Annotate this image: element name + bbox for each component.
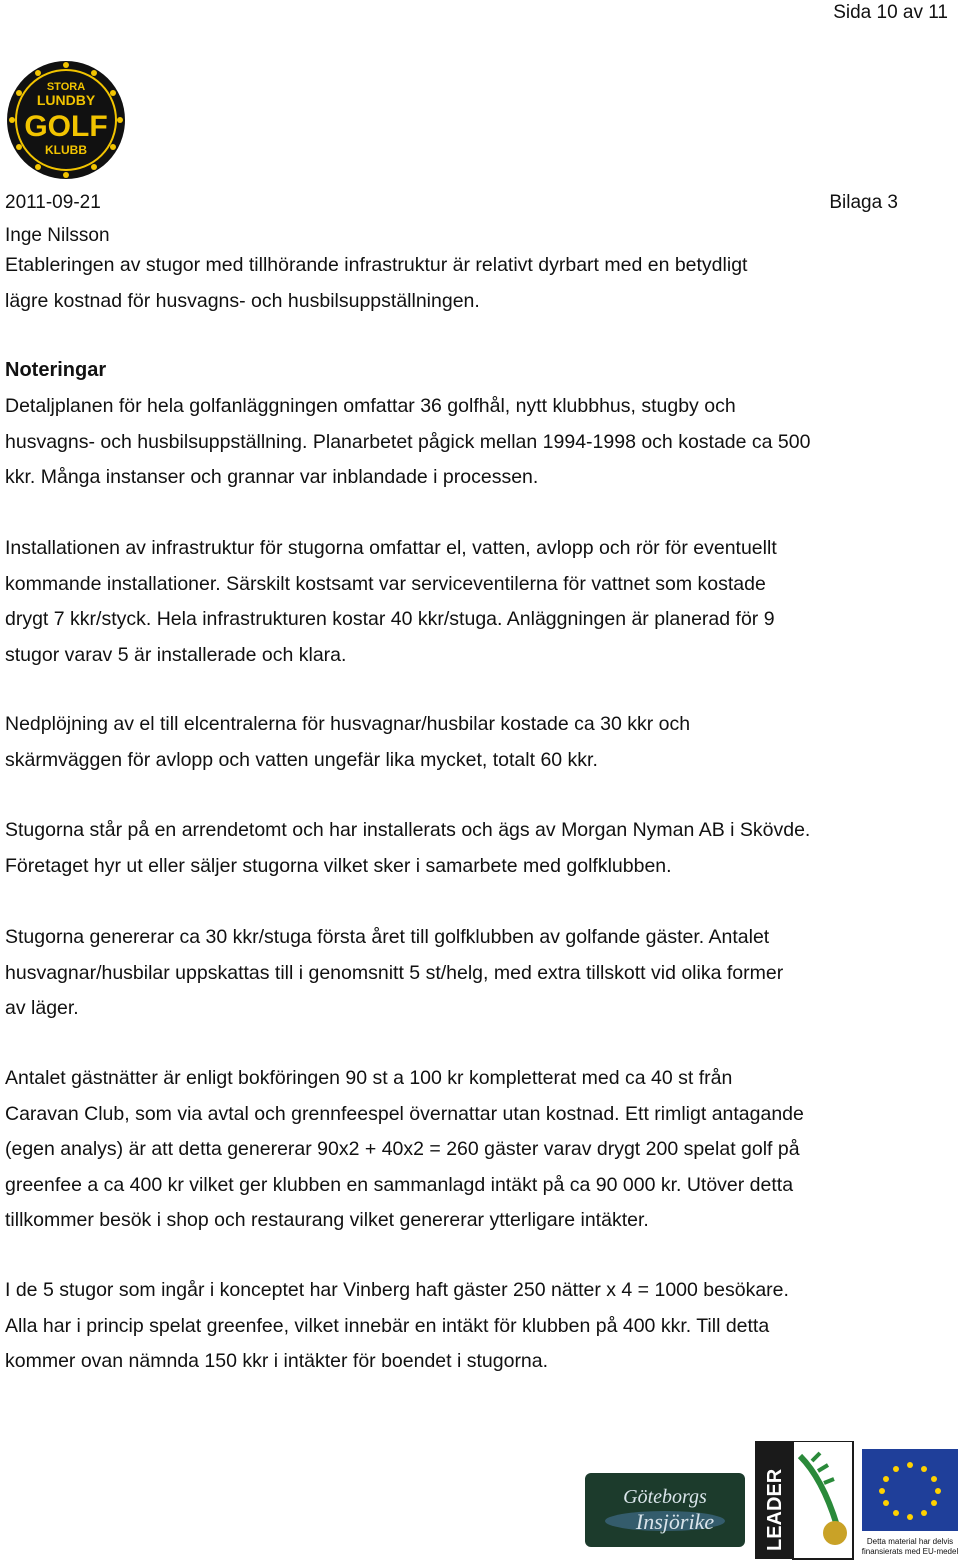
paragraph-electrical: Nedplöjning av el till elcentralerna för husvagnar/husbilar kostade ca 30 kkr och skärmväggen för avlopp och vatten ungefär lika mycket, totalt 60 kkr. xyxy=(5,713,691,771)
notes-heading: Noteringar xyxy=(5,359,107,381)
paragraph-detailed-plan: Detaljplanen för hela golfanläggningen omfattar 36 golfhål, nytt klubbhus, stugby och husvagns- och husbilsuppställning. Planarbetet pågick mellan 1994-1998 och kostade ca 500 kkr. Många instanser och grannar var inblandade i processen. xyxy=(5,395,811,488)
logo-text-stora: STORA xyxy=(46,81,86,93)
leader-logo xyxy=(755,1441,853,1559)
paragraph-infrastructure: Installationen av infrastruktur för stugorna omfattar el, vatten, avlopp och rör för eventuellt kommande installationer. Särskilt kostsamt var serviceventilerna för vattnet som kostade drygt 7 kkr/styck. Hela infrastrukturen kostar 40 kkr/stuga. Anläggningen är planerad för 9 stugor varav 5 är installerade och klara. xyxy=(5,537,777,666)
gbg-logo-line2: Insjörike xyxy=(635,1509,715,1534)
gbg-logo-line1: Göteborgs xyxy=(623,1486,707,1508)
document-meta xyxy=(5,186,898,252)
eu-caption-line2: finansierats med EU-medel xyxy=(861,1547,959,1556)
document-date: 2011-09-21 xyxy=(5,192,101,213)
paragraph-cabins-ownership: Stugorna står på en arrendetomt och har installerats och ägs av Morgan Nyman AB i Skövde. Företaget hyr ut eller säljer stugorna vilket sker i samarbete med golfklubben. xyxy=(5,819,811,877)
appendix-label: Bilaga 3 xyxy=(829,192,898,213)
logo-text-klubb: KLUBB xyxy=(45,143,87,157)
document-author: Inge Nilsson xyxy=(5,225,110,246)
logo-text-lundby: LUNDBY xyxy=(36,92,96,108)
goteborgs-insjorike-logo xyxy=(585,1473,745,1547)
eu-flag xyxy=(862,1449,959,1556)
club-logo xyxy=(6,60,126,180)
meta-row xyxy=(5,186,898,219)
paragraph-guest-nights: Antalet gästnätter är enligt bokföringen 90 st a 100 kr kompletterat med ca 40 st från Caravan Club, som via avtal och grennfeespel övernattar utan kostnad. Ett rimligt antagande (egen analys) är att detta genererar 90x2 + 40x2 = 260 gäster varav drygt 200 spelat golf på greenfee a ca 400 kr vilket ger klubben en sammanlagd intäkt på ca 90 000 kr. Utöver detta tillkommer besök i shop och restaurang vilket genererar ytterligare intäkter. xyxy=(5,1067,804,1231)
footer-logos xyxy=(0,1441,960,1561)
page-number: Sida 10 av 11 xyxy=(833,2,948,23)
intro-paragraph: Etableringen av stugor med tillhörande infrastruktur är relativt dyrbart med en betydligt lägre kostnad för husvagns- och husbilsuppställningen. xyxy=(5,254,748,312)
logo-text-golf: GOLF xyxy=(24,110,108,143)
eu-caption-line1: Detta material har delvis xyxy=(866,1537,954,1546)
paragraph-vinberg-guests: I de 5 stugor som ingår i konceptet har Vinberg haft gäster 250 nätter x 4 = 1000 besökare. Alla har i princip spelat greenfee, vilket innebär en intäkt för klubben på 400 kkr. Till detta kommer ovan nämnda 150 kkr i intäkter för boendet i stugorna. xyxy=(5,1279,789,1372)
leader-text: LEADER xyxy=(764,1468,786,1551)
paragraph-cabin-revenue: Stugorna genererar ca 30 kkr/stuga första året till golfklubben av golfande gäster. Antalet husvagnar/husbilar uppskattas till i genomsnitt 5 st/helg, med extra tillskott vid olika former av läger. xyxy=(5,926,784,1019)
